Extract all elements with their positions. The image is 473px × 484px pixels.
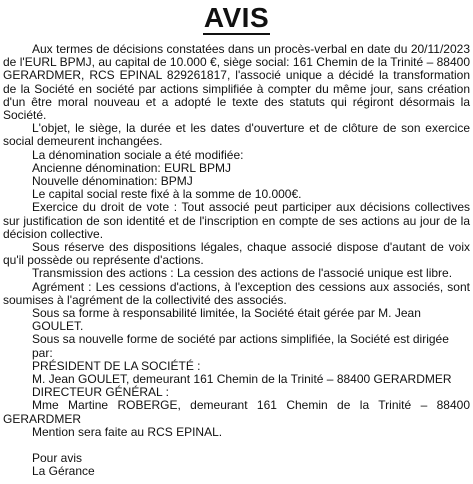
paragraph-votes: Sous réserve des dispositions légales, chaque associé dispose d'autant de voix qu'il possède ou représente d'actions.	[3, 240, 470, 268]
paragraph-director-name: Mme Martine ROBERGE, demeurant 161 Chemin de la Trinité – 88400 GERARDMER	[3, 398, 470, 426]
signature-la-gerance: La Gérance	[32, 464, 95, 479]
line-share-transfer: Transmission des actions : La cession des actions de l'associé unique est libre.	[32, 266, 453, 281]
paragraph-voting-rights: Exercice du droit de vote : Tout associé peut participer aux décisions collectives sur justification de son identité et de l'inscription en compte de ses actions au jour de la décision collective.	[3, 200, 470, 241]
line-capital: Le capital social reste fixé à la somme de 10.000€.	[32, 187, 302, 202]
paragraph-approval: Agrément : Les cessions d'actions, à l'exception des cessions aux associés, sont soumises à l'agrément de la collectivité des associés.	[3, 279, 470, 307]
line-president-heading: PRÉSIDENT DE LA SOCIÉTÉ :	[32, 358, 201, 373]
line-old-name: Ancienne dénomination: EURL BPMJ	[32, 160, 231, 175]
line-former-management: Sous sa forme à responsabilité limitée, la Société était gérée par M. Jean GOULET.	[32, 306, 421, 334]
paragraph-unchanged: L'objet, le siège, la durée et les dates d'ouverture et de clôture de son exercice social demeurent inchangées.	[3, 121, 470, 149]
signature-pour-avis: Pour avis	[32, 451, 83, 466]
paragraph-transformation: Aux termes de décisions constatées dans un procès-verbal en date du 20/11/2023 de l'EURL BPMJ, au capital de 10.000 €, siège social: 161 Chemin de la Trinité – 88400 GERARDMER, RCS EPINAL 829261817, l'associé unique a décidé la transformation de la Société en société par actions simplifiée à compter du même jour, sans création d'un être moral nouveau et a adopté le texte des statuts qui régiront désormais la Société.	[3, 42, 470, 123]
line-director-heading: DIRECTEUR GÉNÉRAL :	[32, 385, 169, 400]
line-president-name: M. Jean GOULET, demeurant 161 Chemin de la Trinité – 88400 GERARDMER	[32, 372, 452, 387]
line-new-name: Nouvelle dénomination: BPMJ	[32, 174, 193, 189]
line-denomination-modified: La dénomination sociale a été modifiée:	[32, 147, 244, 162]
line-new-management: Sous sa nouvelle forme de société par actions simplifiée, la Société est dirigée par:	[32, 332, 449, 360]
notice-title: AVIS	[203, 2, 270, 33]
line-rcs-mention: Mention sera faite au RCS EPINAL.	[32, 424, 223, 439]
title-wrap	[3, 4, 470, 35]
